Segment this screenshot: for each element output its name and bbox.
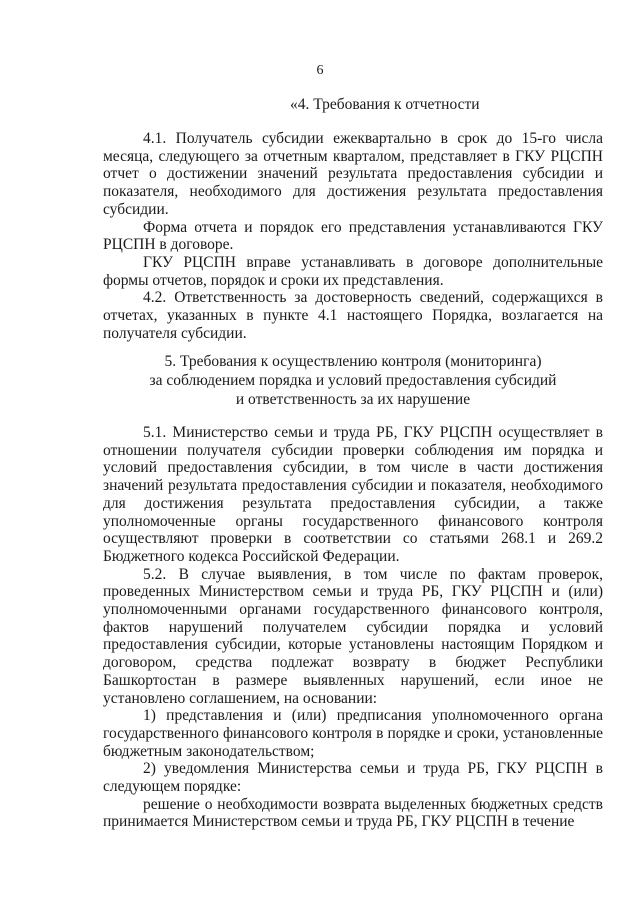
paragraph-additional-forms: ГКУ РЦСПН вправе устанавливать в договоре дополнительные формы отчетов, порядок и сроки их представления. [103,253,603,289]
paragraph-return-decision: решение о необходимости возврата выделенных бюджетных средств принимается Министерством семьи и труда РБ, ГКУ РЦСПН в течение [103,795,603,831]
paragraph-4-1: 4.1. Получатель субсидии ежеквартально в срок до 15-го числа месяца, следующего за отчетным кварталом, представляет в ГКУ РЦСПН отчет о достижении значений результата предоставления субсидии и показателя, необходимого для достижения результата предоставления субсидии. [103,130,603,218]
section-4-title: «4. Требования к отчетности [290,96,480,113]
paragraph-5-2: 5.2. В случае выявления, в том числе по фактам проверок, проведенных Министерством семьи и труда РБ, ГКУ РЦСПН и (или) уполномоченными органами государственного финансового контроля, фактов нарушений получателем субсидии порядка и условий предоставления субсидии, которые установлены настоящим Порядком и договором, средства подлежат возврату в бюджет Республики Башкортостан в размере выявленных нарушений, если иное не установлено соглашением, на основании: [103,565,603,707]
page-number: 6 [316,63,324,78]
section-5-body [103,424,603,831]
section-5-title-line: 5. Требования к осуществлению контроля (мониторинга) [164,353,542,370]
list-item-1: 1) представления и (или) предписания уполномоченного органа государственного финансового контроля в порядке и сроки, установленные бюджетным законодательством; [103,707,603,760]
section-5-title [103,352,603,409]
section-4-body [103,130,603,342]
section-5-title-line: и ответственность за их нарушение [235,391,471,408]
section-5-title-line: за соблюдением порядка и условий предоставления субсидий [149,372,557,389]
list-item-2: 2) уведомления Министерства семьи и труда РБ, ГКУ РЦСПН в следующем порядке: [103,760,603,796]
paragraph-report-form: Форма отчета и порядок его представления устанавливаются ГКУ РЦСПН в договоре. [103,218,603,254]
paragraph-4-2: 4.2. Ответственность за достоверность сведений, содержащихся в отчетах, указанных в пункте 4.1 настоящего Порядка, возлагается на получателя субсидии. [103,289,603,342]
paragraph-5-1: 5.1. Министерство семьи и труда РБ, ГКУ РЦСПН осуществляет в отношении получателя субсидии проверки соблюдения им порядка и условий предоставления субсидии, в том числе в части достижения значений результата предоставления субсидии и показателя, необходимого для достижения результата предоставления субсидии, а также уполномоченные органы государственного финансового контроля осуществляют проверки в соответствии со статьями 268.1 и 269.2 Бюджетного кодекса Российской Федерации. [103,424,603,565]
